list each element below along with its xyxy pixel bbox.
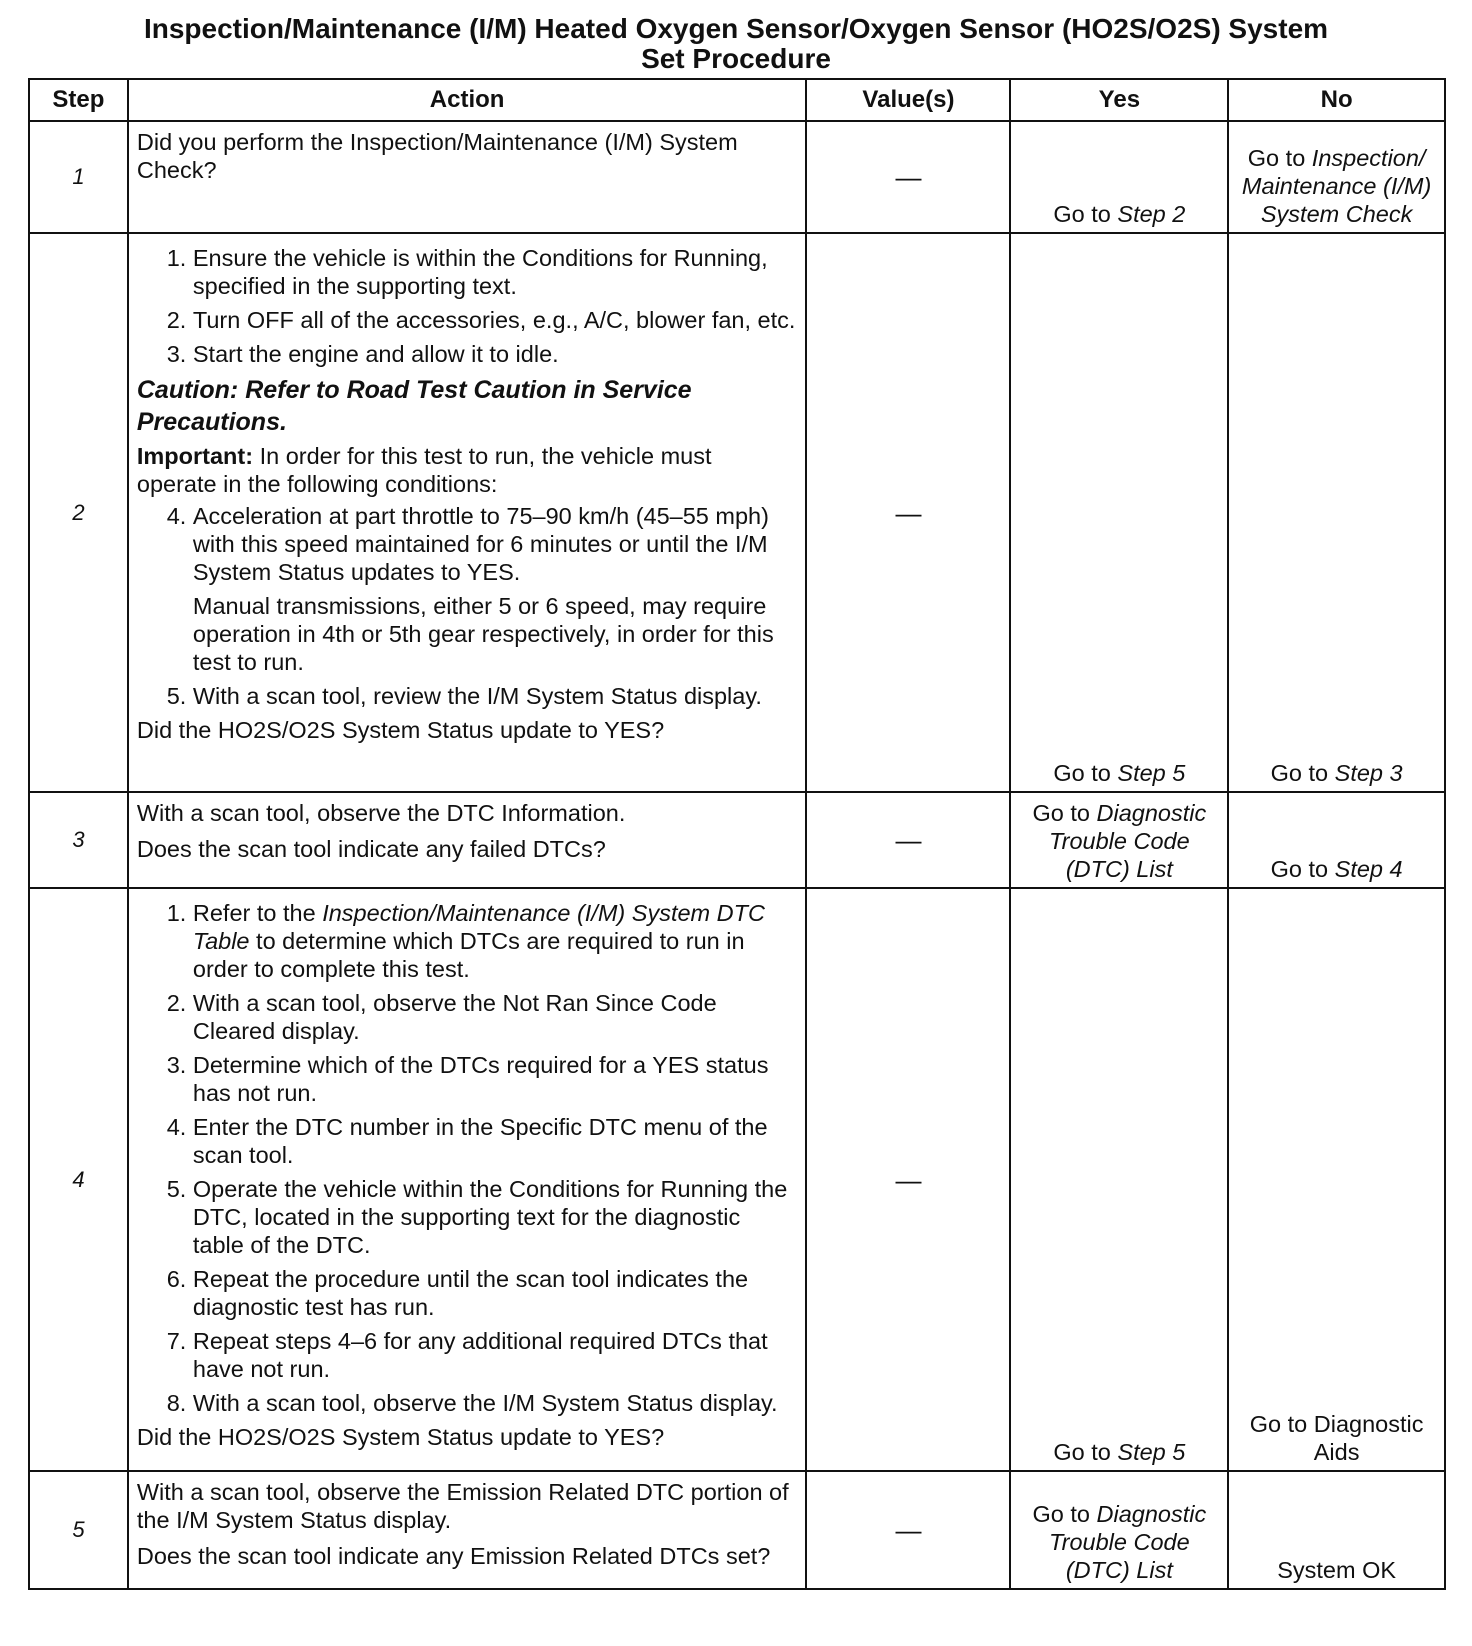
yes-link[interactable]: Step 5 [1117,1439,1186,1465]
table-row [29,888,1445,1471]
value-cell: — [806,121,1010,233]
value-cell: — [806,1471,1010,1589]
list-item: 6. Repeat the procedure until the scan tool indicates the diagnostic test has run. [193,1265,798,1321]
action-list [137,502,798,710]
action-cell [128,233,807,792]
yes-cell [1010,233,1228,792]
yes-cell [1010,121,1228,233]
dtc-table-link[interactable]: Inspection/Maintenance (I/M) System DTC Table [192,900,765,954]
question-text: Does the scan tool indicate any Emission Related DTCs set? [136,1543,771,1569]
action-cell [128,121,807,233]
yes-cell [1010,1471,1228,1589]
important-note [137,442,798,498]
table-row [29,121,1445,233]
step-number: 4 [29,888,128,1471]
list-item: 3. Start the engine and allow it to idle. [193,340,798,368]
no-prefix: Go to [1247,145,1312,171]
header-no: No [1228,79,1445,121]
list-item-text: 4. Acceleration at part throttle to 75–90 km/h (45–55 mph) with this speed maintained for 6 minutes or until the I/M System Status updates to YES. [192,503,769,585]
item-prefix: Refer to the [192,900,323,926]
value-cell: — [806,792,1010,888]
no-cell [1228,121,1445,233]
step-number: 1 [29,121,128,233]
header-action: Action [128,79,807,121]
title-line-1: Inspection/Maintenance (I/M) Heated Oxygen Sensor/Oxygen Sensor (HO2S/O2S) System [143,13,1329,44]
header-row [29,79,1445,121]
item-suffix: to determine which DTCs are required to run in order to complete this test. [192,928,745,982]
header-yes: Yes [1010,79,1228,121]
question-text: Does the scan tool indicate any failed DTCs? [136,836,606,862]
step-number: 3 [29,792,128,888]
important-label: Important: [136,443,254,469]
page-title [0,14,1472,74]
step-number: 5 [29,1471,128,1589]
table-row [29,1471,1445,1589]
list-item [193,502,798,676]
yes-cell [1010,888,1228,1471]
list-item [193,899,798,983]
yes-prefix: Go to [1032,800,1097,826]
yes-link[interactable]: Diagnostic Trouble Code (DTC) List [1049,800,1207,882]
list-item: 2. Turn OFF all of the accessories, e.g., A/C, blower fan, etc. [193,306,798,334]
yes-cell [1010,792,1228,888]
action-text: With a scan tool, observe the DTC Information. [136,800,626,826]
yes-prefix: Go to [1053,1439,1118,1465]
action-cell [128,888,807,1471]
yes-link[interactable]: Diagnostic Trouble Code (DTC) List [1049,1501,1207,1583]
value-cell: — [806,233,1010,792]
no-cell: System OK [1228,1471,1445,1589]
no-prefix: Go to [1270,760,1335,786]
no-prefix: Go to [1270,856,1335,882]
list-item: 7. Repeat steps 4–6 for any additional required DTCs that have not run. [193,1327,798,1383]
action-cell [128,792,807,888]
list-item: 8. With a scan tool, observe the I/M System Status display. [193,1389,798,1417]
list-item-note: Manual transmissions, either 5 or 6 speed, may require operation in 4th or 5th gear respectively, in order for this test to run. [192,593,774,675]
yes-prefix: Go to [1032,1501,1097,1527]
value-cell: — [806,888,1010,1471]
question-text: Did you perform the Inspection/Maintenance (I/M) System Check? [136,129,738,183]
table-row [29,233,1445,792]
no-cell[interactable]: Go to Diagnostic Aids [1228,888,1445,1471]
question-text: Did the HO2S/O2S System Status update to YES? [136,1424,665,1450]
important-text: In order for this test to run, the vehicle must operate in the following conditions: [136,443,712,497]
no-cell [1228,792,1445,888]
yes-link[interactable]: Step 2 [1117,201,1186,227]
table-row [29,792,1445,888]
yes-link[interactable]: Step 5 [1117,760,1186,786]
list-item: 3. Determine which of the DTCs required for a YES status has not run. [193,1051,798,1107]
list-item: 4. Enter the DTC number in the Specific DTC menu of the scan tool. [193,1113,798,1169]
yes-prefix: Go to [1053,201,1118,227]
no-link[interactable]: Inspection/ Maintenance (I/M) System Check [1241,145,1432,227]
action-text: With a scan tool, observe the Emission Related DTC portion of the I/M System Status display. [136,1479,789,1533]
no-cell [1228,233,1445,792]
action-cell [128,1471,807,1589]
no-link[interactable]: Step 3 [1334,760,1403,786]
yes-prefix: Go to [1053,760,1118,786]
step-number: 2 [29,233,128,792]
no-link[interactable]: Step 4 [1334,856,1403,882]
question-text: Did the HO2S/O2S System Status update to YES? [136,717,665,743]
list-item: 2. With a scan tool, observe the Not Ran Since Code Cleared display. [193,989,798,1045]
list-item: 5. With a scan tool, review the I/M System Status display. [193,682,798,710]
title-line-2: Set Procedure [641,43,831,74]
caution-text: Caution: Refer to Road Test Caution in Service Precautions. [136,376,692,436]
header-values: Value(s) [806,79,1010,121]
action-list [137,244,798,368]
procedure-table [28,78,1446,1590]
header-step: Step [29,79,128,121]
action-list [137,899,798,1417]
list-item: 1. Ensure the vehicle is within the Conditions for Running, specified in the supporting text. [193,244,798,300]
list-item: 5. Operate the vehicle within the Conditions for Running the DTC, located in the supporting text for the diagnostic table of the DTC. [193,1175,798,1259]
